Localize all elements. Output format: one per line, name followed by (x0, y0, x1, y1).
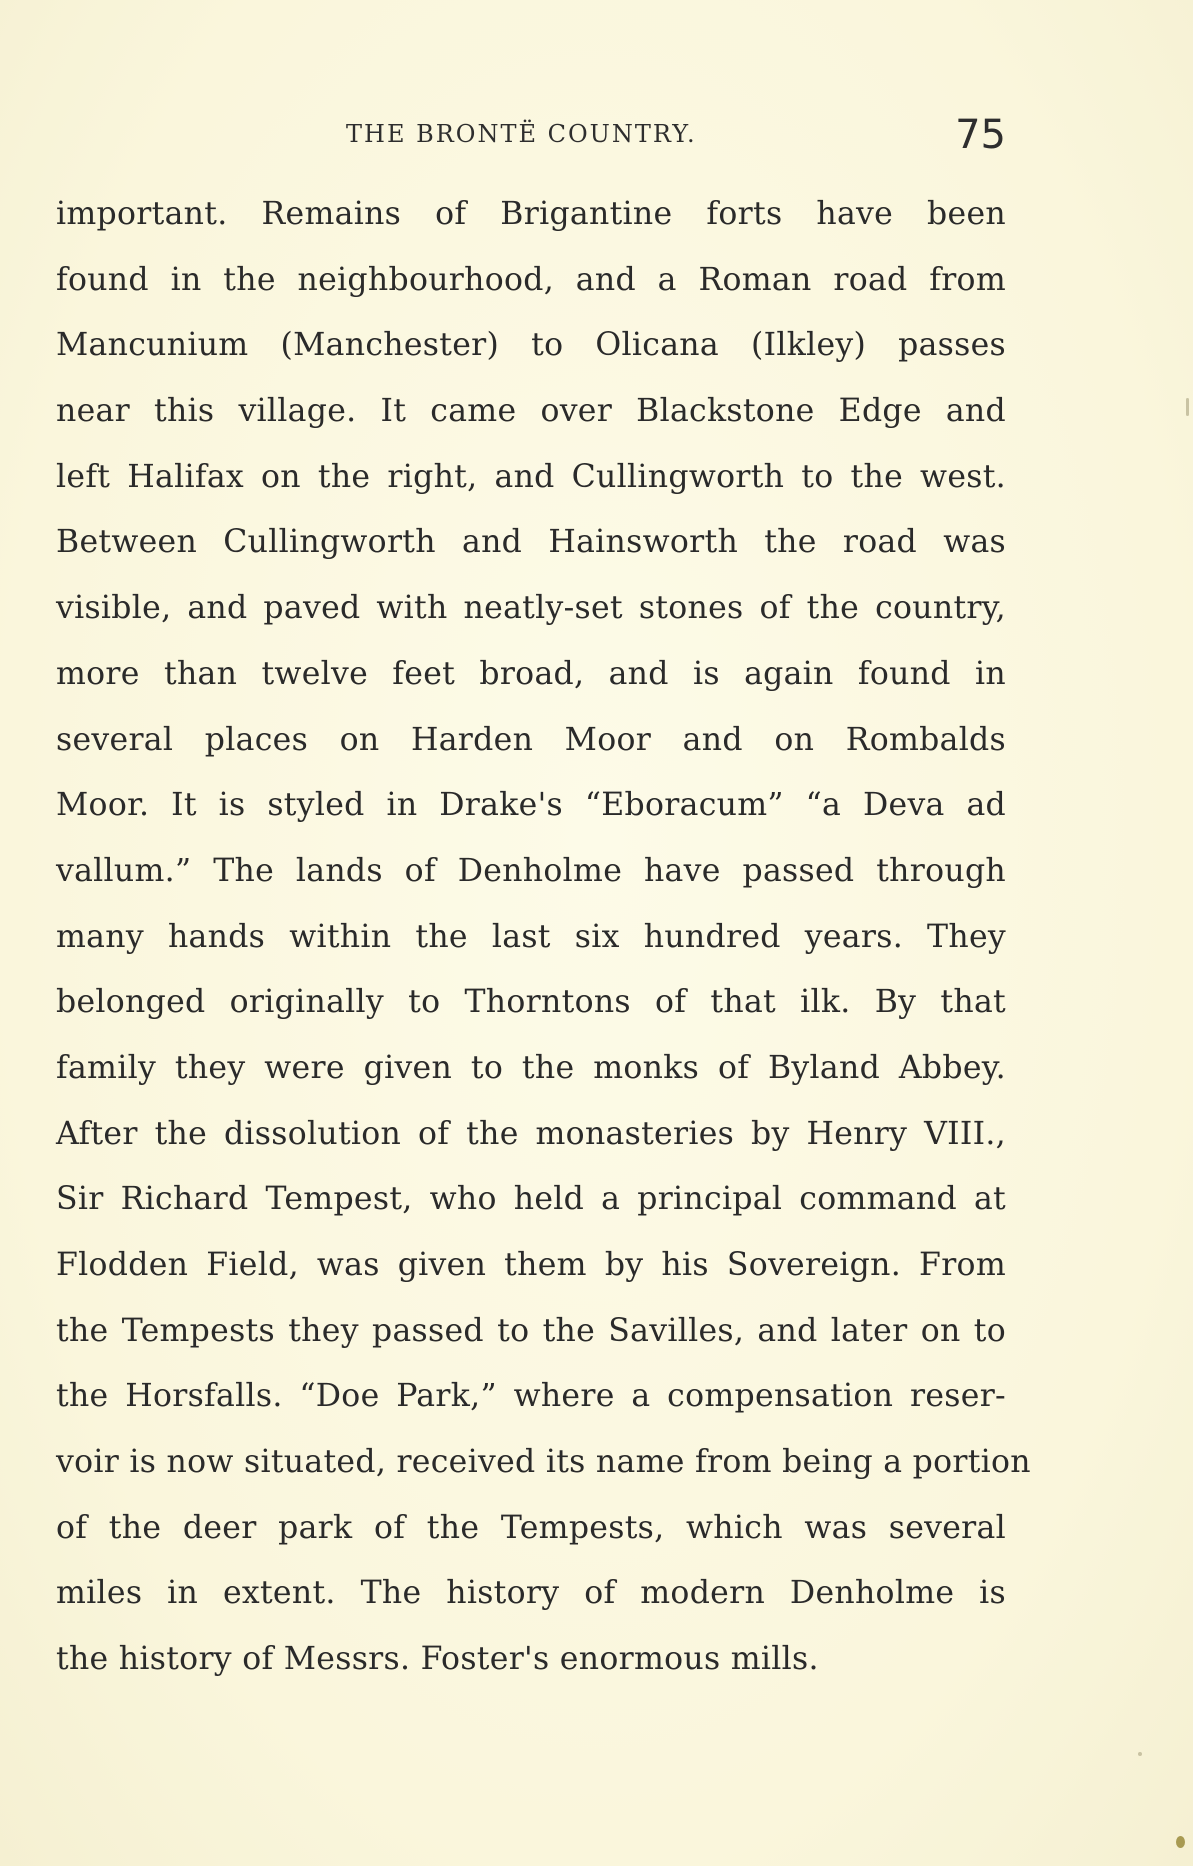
text-line: of the deer park of the Tempests, which was several (56, 1509, 1006, 1546)
text-line: visible, and paved with neatly-set stones of the country, (56, 590, 1006, 627)
text-line: Moor. It is styled in Drake's “Eboracum” “a Deva ad (56, 787, 1006, 824)
text-line: Mancunium (Manchester) to Olicana (Ilkley) passes (56, 327, 1006, 364)
paper-speck (1138, 1752, 1142, 1756)
text-line: near this village. It came over Blackstone Edge and (56, 393, 1006, 430)
text-line: important. Remains of Brigantine forts have been (56, 196, 1006, 232)
paper-speck (1186, 398, 1189, 416)
text-line: family they were given to the monks of Byland Abbey. (56, 1049, 1006, 1086)
text-line: found in the neighbourhood, and a Roman road from (56, 261, 1006, 298)
text-line: Between Cullingworth and Hainsworth the road was (56, 524, 1006, 561)
body-paragraph (56, 182, 1031, 1693)
text-line: the history of Messrs. Foster's enormous mills. (56, 1641, 819, 1678)
text-line: the Tempests they passed to the Savilles, and later on to (56, 1312, 1006, 1349)
page-number: 75 (955, 112, 1006, 158)
text-line: Flodden Field, was given them by his Sovereign. From (56, 1247, 1006, 1283)
text-line: vallum.” The lands of Denholme have passed through (56, 852, 1006, 889)
text-line: several places on Harden Moor and on Rombalds (56, 721, 1006, 758)
running-head (56, 112, 1006, 162)
running-title: THE BRONTË COUNTRY. (346, 120, 697, 148)
paper-speck (1176, 1836, 1185, 1848)
text-line: left Halifax on the right, and Cullingworth to the west. (56, 458, 1006, 495)
text-line: the Horsfalls. “Doe Park,” where a compensation reser- (56, 1378, 1006, 1415)
text-line: After the dissolution of the monasteries by Henry VIII., (56, 1115, 1006, 1152)
text-line: many hands within the last six hundred years. They (56, 918, 1006, 955)
text-line: more than twelve feet broad, and is again found in (56, 655, 1006, 692)
text-line: Sir Richard Tempest, who held a principal command at (56, 1181, 1006, 1218)
text-line: belonged originally to Thorntons of that ilk. By that (56, 984, 1006, 1021)
text-line: miles in extent. The history of modern Denholme is (56, 1575, 1006, 1612)
text-line: voir is now situated, received its name from being a portion (56, 1444, 1031, 1481)
